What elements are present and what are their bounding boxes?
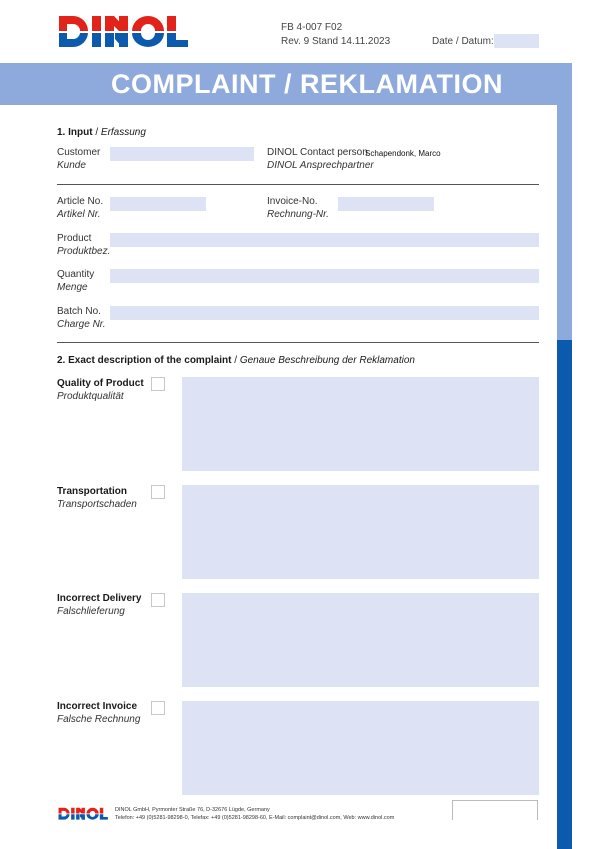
footer-dinol-logo [57, 807, 109, 820]
category-transportation-label: Transportation Transportschaden [57, 486, 137, 510]
invoice-no-field[interactable] [338, 197, 434, 211]
article-no-label: Article No. Artikel Nr. [57, 196, 104, 220]
incorrect-delivery-description-field[interactable] [182, 593, 539, 687]
article-no-field[interactable] [110, 197, 206, 211]
section-1-heading: 1. Input / Erfassung [57, 127, 146, 138]
date-field[interactable] [494, 34, 539, 48]
quality-description-field[interactable] [182, 377, 539, 471]
transportation-checkbox[interactable] [151, 485, 165, 499]
footer-stamp-box [452, 800, 538, 820]
incorrect-invoice-description-field[interactable] [182, 701, 539, 795]
contact-person-field[interactable]: Schapendonk, Marco [365, 149, 441, 158]
footer-address: DINOL GmbH, Pyrmonter Straße 76, D-32676 Lügde, Germany Telefon: +49 (0)5281-98298-0, Telefax: +49 (0)5281-98298-60, E-Mail: complaint@dinol.com, Web: www.dinol.com [115, 807, 395, 821]
dinol-logo [57, 14, 189, 48]
section-2-heading: 2. Exact description of the complaint / Genaue Beschreibung der Reklamation [57, 355, 415, 366]
divider [57, 184, 539, 185]
category-incorrect-delivery-label: Incorrect Delivery Falschlieferung [57, 593, 142, 617]
transportation-description-field[interactable] [182, 485, 539, 579]
date-label: Date / Datum: [432, 36, 494, 47]
product-label: Product Produktbez. [57, 233, 111, 257]
category-quality-label: Quality of Product Produktqualität [57, 378, 144, 402]
customer-field[interactable] [110, 147, 254, 161]
side-bar-dark [557, 340, 572, 849]
quantity-label: Quantity Menge [57, 269, 95, 293]
incorrect-invoice-checkbox[interactable] [151, 701, 165, 715]
contact-person-label: DINOL Contact person DINOL Ansprechpartner [267, 147, 374, 171]
form-number: FB 4-007 F02 [281, 22, 343, 33]
quantity-field[interactable] [110, 269, 539, 283]
category-incorrect-invoice-label: Incorrect Invoice Falsche Rechnung [57, 701, 141, 725]
customer-label: Customer Kunde [57, 147, 101, 171]
incorrect-delivery-checkbox[interactable] [151, 593, 165, 607]
invoice-no-label: Invoice-No. Rechnung-Nr. [267, 196, 329, 220]
page-title: COMPLAINT / REKLAMATION [111, 69, 503, 99]
batch-no-label: Batch No. Charge Nr. [57, 306, 106, 330]
divider [57, 342, 539, 343]
revision-stand: Rev. 9 Stand 14.11.2023 [281, 36, 391, 47]
batch-no-field[interactable] [110, 306, 539, 320]
quality-checkbox[interactable] [151, 377, 165, 391]
product-field[interactable] [110, 233, 539, 247]
